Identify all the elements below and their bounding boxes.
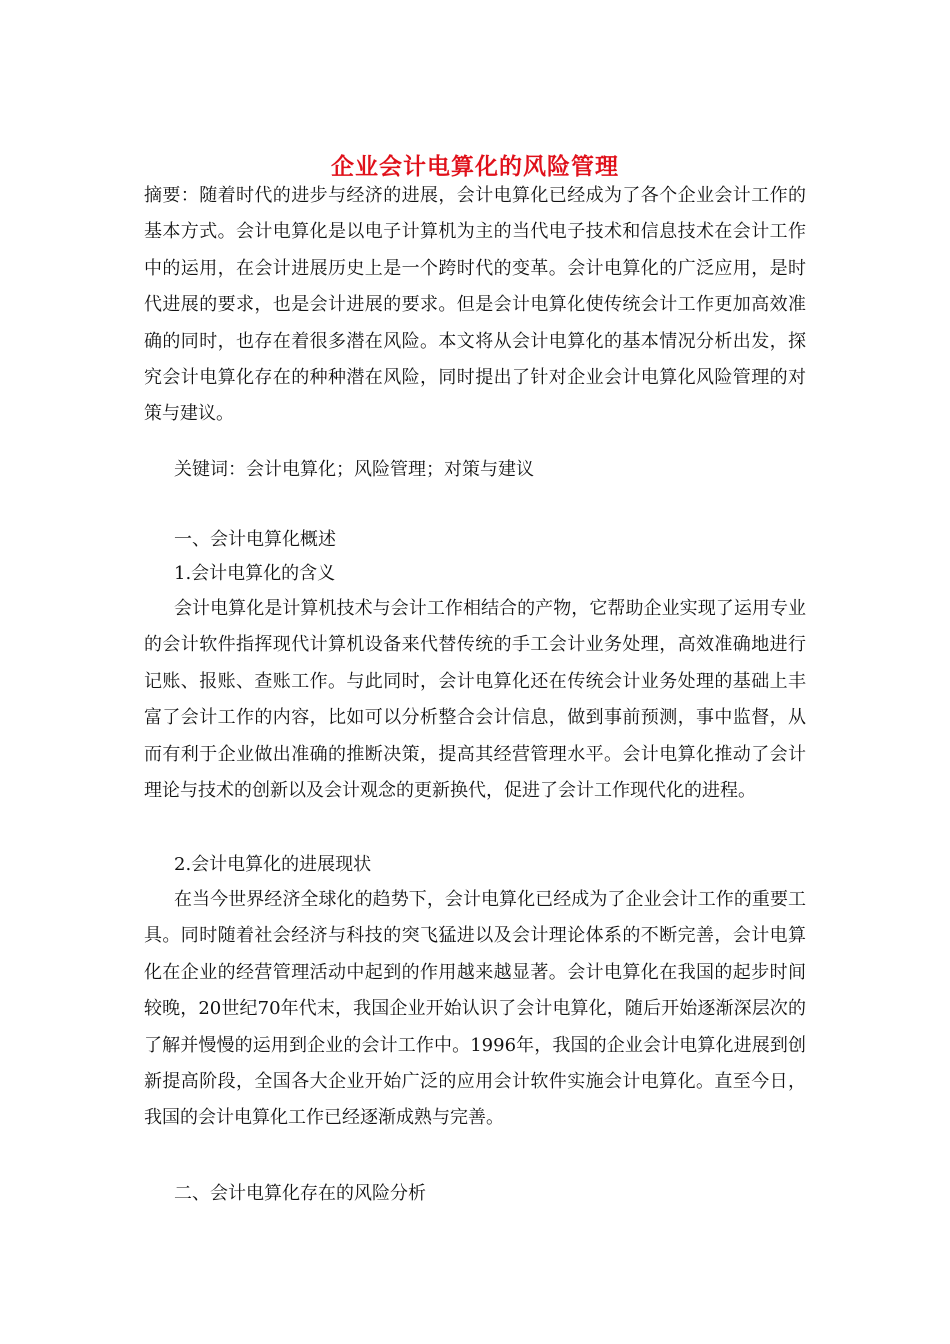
abstract-paragraph: 摘要：随着时代的进步与经济的进展，会计电算化已经成为了各个企业会计工作的基本方式。会计电算化是以电子计算机为主的当代电子技术和信息技术在会计工作中的运用，在会计进展历史上是一个跨时代的变革。会计电算化的广泛应用，是时代进展的要求，也是会计进展的要求。但是会计电算化使传统会计工作更加高效准确的同时，也存在着很多潜在风险。本文将从会计电算化的基本情况分析出发，探究会计电算化存在的种种潜在风险，同时提出了针对企业会计电算化风险管理的对策与建议。: [144, 185, 806, 425]
meaning-paragraph: 会计电算化是计算机技术与会计工作相结合的产物，它帮助企业实现了运用专业的会计软件指挥现代计算机设备来代替传统的手工会计业务处理，高效准确地进行记账、报账、查账工作。与此同时，会计电算化还在传统会计业务处理的基础上丰富了会计工作的内容，比如可以分析整合会计信息，做到事前预测，事中监督，从而有利于企业做出准确的推断决策，提高其经营管理水平。会计电算化推动了会计理论与技术的创新以及会计观念的更新换代，促进了会计工作现代化的进程。: [144, 598, 806, 802]
keywords-line: 关键词：会计电算化；风险管理；对策与建议: [174, 459, 534, 480]
status-paragraph: 在当今世界经济全球化的趋势下，会计电算化已经成为了企业会计工作的重要工具。同时随着社会经济与科技的突飞猛进以及会计理论体系的不断完善，会计电算化在企业的经营管理活动中起到的作用越来越显著。会计电算化在我国的起步时间较晚，20世纪70年代末，我国企业开始认识了会计电算化，随后开始逐渐深层次的了解并慢慢的运用到企业的会计工作中。1996年，我国的企业会计电算化进展到创新提高阶段，全国各大企业开始广泛的应用会计软件实施会计电算化。直至今日，我国的会计电算化工作已经逐渐成熟与完善。: [144, 889, 806, 1129]
section-heading-overview: 一、会计电算化概述: [174, 529, 336, 550]
subsection-heading-status: 2.会计电算化的进展现状: [174, 854, 372, 875]
document-title: 企业会计电算化的风险管理: [331, 153, 619, 180]
section-heading-risk-analysis: 二、会计电算化存在的风险分析: [174, 1183, 426, 1204]
subsection-heading-meaning: 1.会计电算化的含义: [174, 563, 336, 584]
